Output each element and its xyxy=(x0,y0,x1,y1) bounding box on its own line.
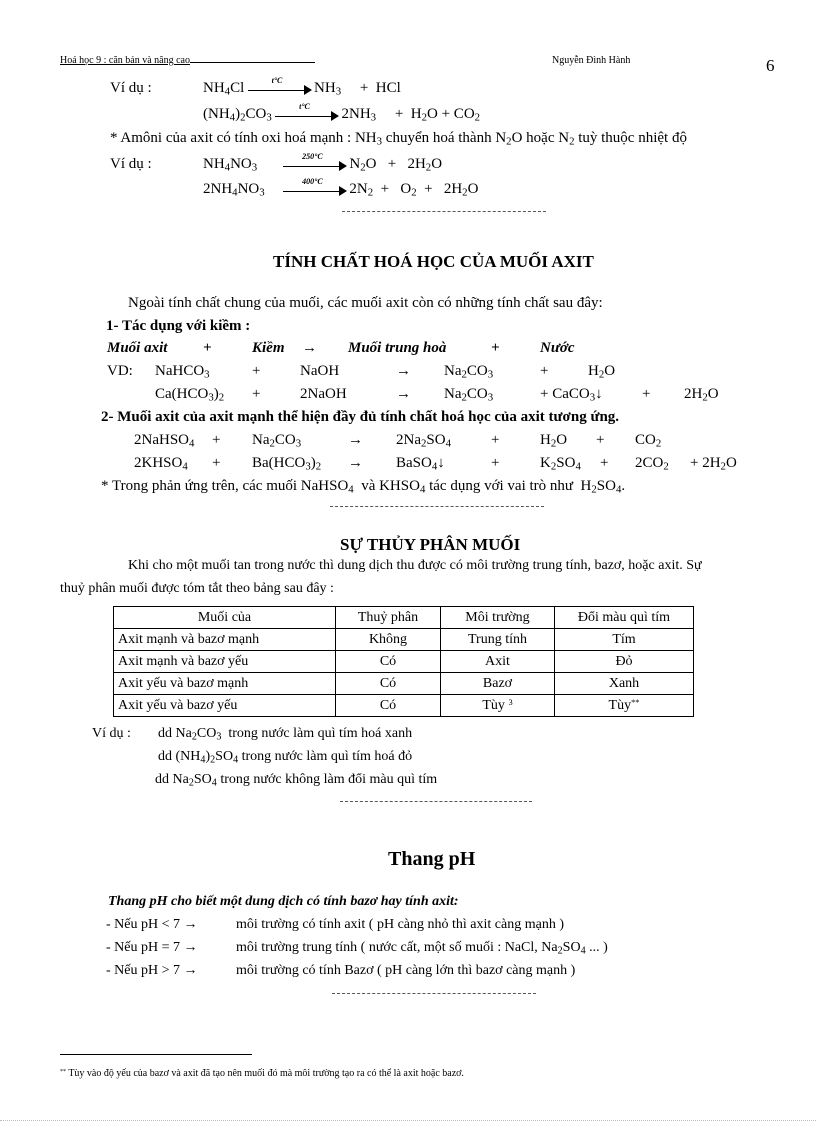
hydrolysis-example-3: dd $Na_2SO_4$ trong nước không làm đổi màu quì tím xyxy=(155,772,438,789)
eq1-base: NaOH xyxy=(300,363,340,379)
table-cell: Trung tính xyxy=(441,629,555,651)
ph-subtitle: Thang pH cho biết một dung dịch có tính bazơ hay tính axit: xyxy=(108,894,459,909)
general-eq-arrow: → xyxy=(302,340,317,356)
hydrolysis-table xyxy=(113,606,694,717)
acid-salt-note: * Trong phản ứng trên, các muối NaHSO$_4$ và $KHSO_4$ tác dụng với vai trò như $H_2SO_4$. xyxy=(101,478,626,496)
footnote: ** Tùy vào độ yếu của bazơ và axit đã tạo nên muối đó mà môi trường tạo ra có thể là axit hoặc bazơ. xyxy=(60,1068,464,1079)
eq2-product: $Na_2CO_3$ xyxy=(444,386,494,404)
header-left: Hoá học 9 : căn bản và nâng cao xyxy=(60,55,315,66)
example-label-2: Ví dụ : xyxy=(110,156,152,172)
table-cell: Axit mạnh và bazơ yếu xyxy=(114,651,336,673)
eq2-base: 2NaOH xyxy=(300,386,347,402)
reaction-arrow-1: t°C xyxy=(248,82,314,96)
ph-line-3-description: môi trường có tính Bazơ ( pH càng lớn thì bazơ càng mạnh ) xyxy=(236,963,576,978)
table-row xyxy=(114,695,694,717)
reaction-3: $NH_4NO_3$ 250°C $N_2O + 2H_2O$ xyxy=(203,151,443,174)
reaction-arrow-2: t°C xyxy=(275,108,341,122)
header-author: Nguyễn Đình Hành xyxy=(552,55,631,66)
eq3-arrow: → xyxy=(348,432,363,448)
eq4-arrow: → xyxy=(348,455,363,471)
table-cell: Có xyxy=(336,695,441,717)
section-title-acid-salt: TÍNH CHẤT HOÁ HỌC CỦA MUỐI AXIT xyxy=(273,252,594,271)
table-header-row xyxy=(114,607,694,629)
reaction-arrow-3: 250°C xyxy=(283,158,349,172)
eq2-arrow: → xyxy=(396,386,411,402)
col-header: Thuỷ phân xyxy=(336,607,441,629)
table-cell: Có xyxy=(336,651,441,673)
table-row xyxy=(114,673,694,695)
eq3-water: $H_2O$ xyxy=(540,432,568,450)
eq1-water: $H_2O$ xyxy=(588,363,616,381)
eq3-product: $2Na_2SO_4$ xyxy=(396,432,451,450)
divider-3 xyxy=(340,801,532,802)
table-cell: Axit xyxy=(441,651,555,673)
hydrolysis-example-label: Ví dụ : xyxy=(92,726,131,741)
eq4-water: + $2H_2O$ xyxy=(690,455,737,473)
reaction-1: $NH_4Cl$ t°C $NH_3$ + HCl xyxy=(203,75,401,98)
eq3-reactant-2: $Na_2CO_3$ xyxy=(252,432,302,450)
table-cell: Axit yếu và bazơ yếu xyxy=(114,695,336,717)
reaction-arrow-4: 400°C xyxy=(283,183,349,197)
divider-2 xyxy=(330,506,544,507)
eq2-precipitate: + CaCO$_3$↓ xyxy=(540,386,603,404)
eq1-reactant: NaHCO$_3$ xyxy=(155,363,210,381)
col-header: Muối của xyxy=(114,607,336,629)
table-cell: Không xyxy=(336,629,441,651)
section-title-ph: Thang pH xyxy=(388,848,476,870)
reaction-2: $(NH_4)_2CO_3$ t°C $2NH_3$ + $H_2O + CO_2$ xyxy=(203,101,481,124)
ph-line-2-condition: - Nếu pH = 7 → xyxy=(106,940,198,955)
table-cell: Axit yếu và bazơ mạnh xyxy=(114,673,336,695)
table-cell: Xanh xyxy=(555,673,694,695)
eq4-reactant-2: $Ba(HCO_3)_2$ xyxy=(252,455,322,473)
ammonium-note: * Amôni của axit có tính oxi hoá mạnh : $NH_3$ chuyển hoá thành $N_2O$ hoặc $N_2$ tuỳ thuộc nhiệt độ xyxy=(110,130,687,148)
acid-salt-intro: Ngoài tính chất chung của muối, các muối axit còn có những tính chất sau đây: xyxy=(128,295,603,311)
eq4-plus-2: + xyxy=(491,455,500,471)
footnote-separator xyxy=(60,1054,252,1055)
eq1-arrow: → xyxy=(396,363,411,379)
general-eq-neutral-salt: Muối trung hoà xyxy=(348,340,447,356)
table-cell: Bazơ xyxy=(441,673,555,695)
eq3-co2: $CO_2$ xyxy=(635,432,662,450)
eq4-reactant: $2KHSO_4$ xyxy=(134,455,188,473)
table-row xyxy=(114,629,694,651)
heading-alkali: 1- Tác dụng với kiềm : xyxy=(106,318,251,334)
vd-label: VD: xyxy=(107,363,133,379)
eq2-reactant: $Ca(HCO_3)_2$ xyxy=(155,386,225,404)
footnote-ref: ** xyxy=(631,697,640,707)
general-eq-alkali: Kiềm xyxy=(252,340,285,356)
eq3-reactant: 2NaHSO$_4$ xyxy=(134,432,195,450)
table-cell: Tím xyxy=(555,629,694,651)
eq3-plus-3: + xyxy=(596,432,605,448)
table-cell: Axit mạnh và bazơ mạnh xyxy=(114,629,336,651)
hydrolysis-intro-1: Khi cho một muối tan trong nước thì dung dịch thu được có môi trường trung tính, bazơ, hoặc axit. Sự xyxy=(128,558,702,573)
eq1-plus: + xyxy=(252,363,261,379)
col-header: Đổi màu quì tím xyxy=(555,607,694,629)
section-title-hydrolysis: SỰ THỦY PHÂN MUỐI xyxy=(340,535,521,554)
eq1-product: $Na_2CO_3$ xyxy=(444,363,494,381)
general-eq-plus-1: + xyxy=(203,340,212,356)
table-cell: Có xyxy=(336,673,441,695)
ph-line-3-condition: - Nếu pH > 7 → xyxy=(106,963,198,978)
general-eq-plus-2: + xyxy=(491,340,500,356)
heading-strong-acid-salt: 2- Muối axit của axit mạnh thể hiện đầy đủ tính chất hoá học của axit tương ứng. xyxy=(101,409,620,425)
table-cell: Tùy $^3$ xyxy=(441,695,555,717)
eq2-plus: + xyxy=(252,386,261,402)
general-eq-water: Nước xyxy=(540,340,575,356)
example-label-1: Ví dụ : xyxy=(110,80,152,96)
page-bottom-edge xyxy=(0,1120,816,1121)
ph-line-1-condition: - Nếu pH < 7 → xyxy=(106,917,198,932)
eq4-plus: + xyxy=(212,455,221,471)
eq3-plus-2: + xyxy=(491,432,500,448)
eq3-plus: + xyxy=(212,432,221,448)
footnote-ref: 3 xyxy=(508,697,513,707)
table-row xyxy=(114,651,694,673)
divider-1 xyxy=(342,211,546,212)
eq4-product: $K_2SO_4$ xyxy=(540,455,581,473)
general-eq-acid-salt: Muối axit xyxy=(107,340,168,356)
hydrolysis-intro-2: thuỷ phân muối được tóm tắt theo bảng sau đây : xyxy=(60,581,334,596)
hydrolysis-example-2: dd $(NH_4)_2SO_4$ trong nước làm quì tím hoá đỏ xyxy=(158,749,413,766)
divider-4 xyxy=(332,993,536,994)
eq2-water: $2H_2O$ xyxy=(684,386,719,404)
reaction-4: $2NH_4NO_3$ 400°C $2N_2 + O_2 + 2H_2O$ xyxy=(203,176,479,199)
eq2-plus-3: + xyxy=(642,386,651,402)
eq4-precipitate: BaSO$_4$↓ xyxy=(396,455,445,473)
table-cell: Đỏ xyxy=(555,651,694,673)
eq4-plus-3: + xyxy=(600,455,609,471)
page-number: 6 xyxy=(766,56,775,75)
ph-line-2-description: môi trường trung tính ( nước cất, một số muối : NaCl, $Na_2SO_4$ ... ) xyxy=(236,940,608,957)
ph-line-1-description: môi trường có tính axit ( pH càng nhỏ thì axit càng mạnh ) xyxy=(236,917,564,932)
col-header: Môi trường xyxy=(441,607,555,629)
footnote-text: Tùy vào độ yếu của bazơ và axit đã tạo nên muối đó mà môi trường tạo ra có thể là axit hoặc bazơ. xyxy=(68,1068,464,1079)
eq4-co2: $2CO_2$ xyxy=(635,455,669,473)
table-cell: Tùy** xyxy=(555,695,694,717)
eq1-plus-2: + xyxy=(540,363,549,379)
hydrolysis-example-1: dd $Na_2CO_3$ trong nước làm quì tím hoá xanh xyxy=(158,726,413,743)
